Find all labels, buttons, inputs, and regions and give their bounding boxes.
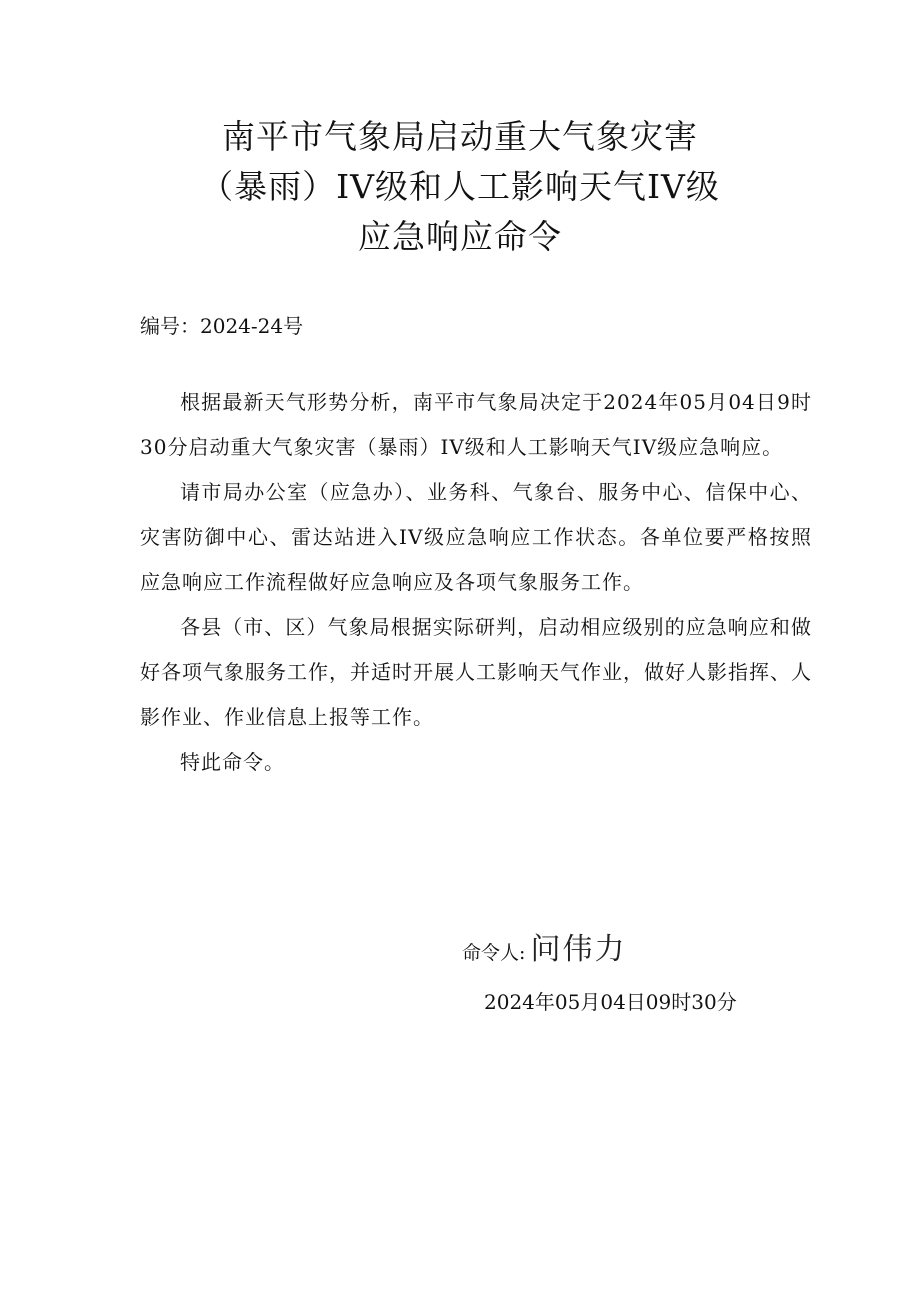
signer-label: 命令人: [462, 942, 526, 964]
title-line-1: 南平市气象局启动重大气象灾害 [222, 117, 698, 156]
title-line-3: 应急响应命令 [358, 217, 562, 256]
document-number: 编号：2024-24号 [140, 314, 304, 338]
title-line-2: （暴雨）IV级和人工影响天气IV级 [200, 167, 720, 206]
body-paragraph-2: 请市局办公室（应急办）、业务科、气象台、服务中心、信保中心、灾害防御中心、雷达站进入IV级应急响应工作状态。各单位要严格按照应急响应工作流程做好应急响应及各项气象服务工作。 [140, 480, 812, 594]
document-body [140, 380, 812, 785]
body-paragraph-3: 各县（市、区）气象局根据实际研判，启动相应级别的应急响应和做好各项气象服务工作，并适时开展人工影响天气作业，做好人影指挥、人影作业、作业信息上报等工作。 [140, 615, 812, 729]
signer-signature: 问伟力 [530, 932, 627, 967]
body-paragraph-1: 根据最新天气形势分析，南平市气象局决定于2024年05月04日9时30分启动重大气象灾害（暴雨）IV级和人工影响天气IV级应急响应。 [140, 390, 812, 459]
signer-block [462, 922, 627, 981]
body-paragraph-4: 特此命令。 [180, 750, 285, 774]
document-title [0, 112, 920, 262]
sign-date: 2024年05月04日09时30分 [484, 990, 737, 1014]
